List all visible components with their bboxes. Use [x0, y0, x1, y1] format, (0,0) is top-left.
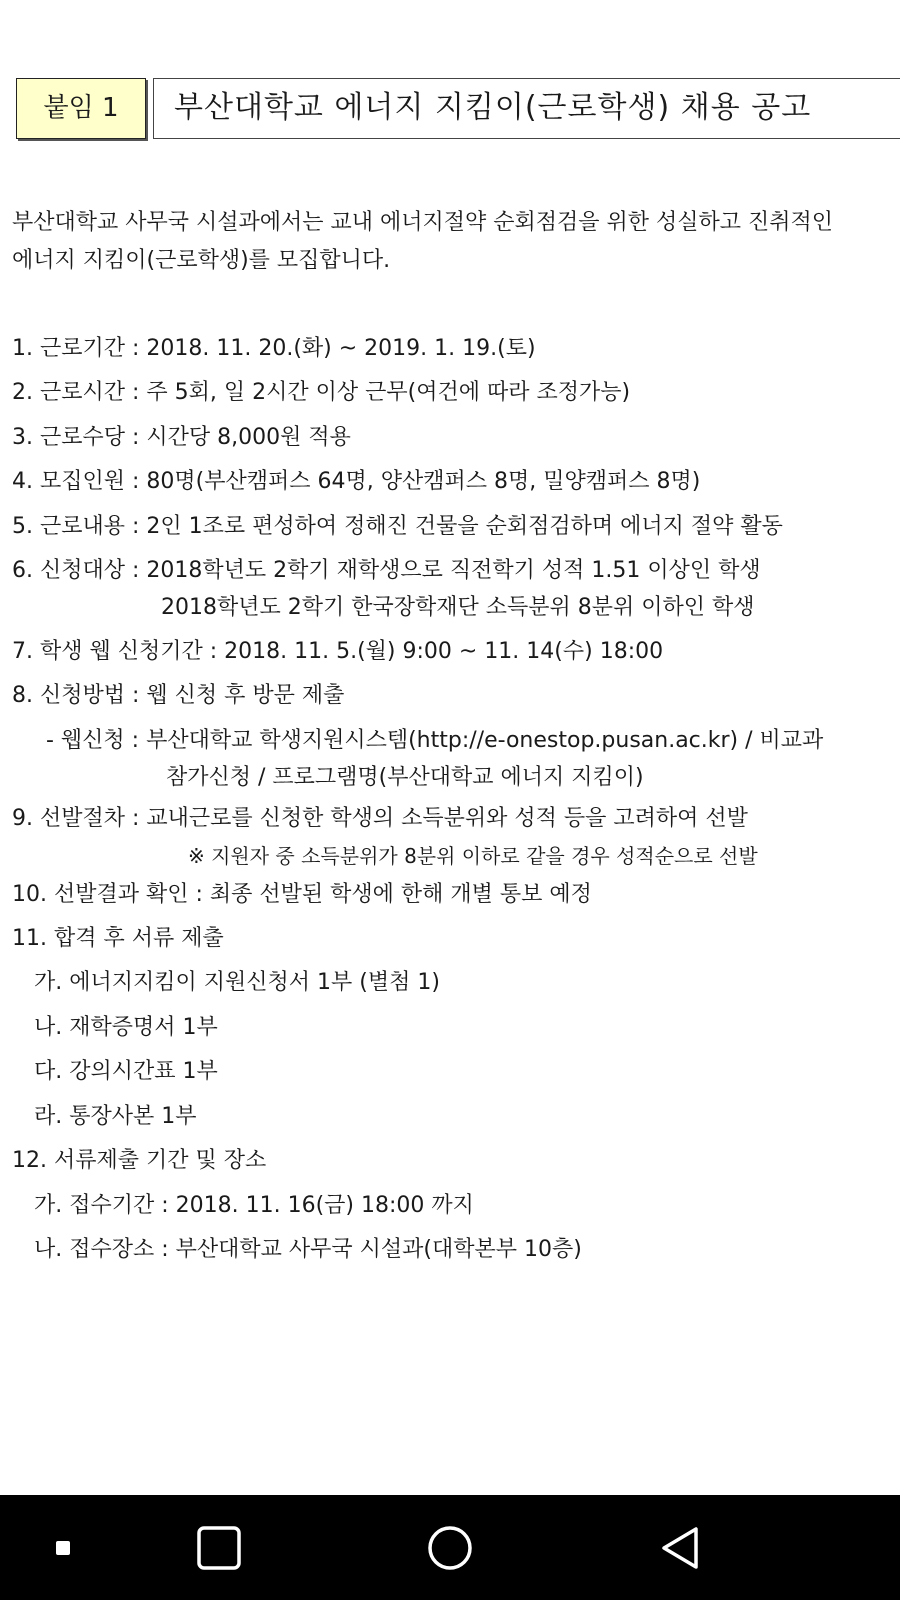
item-apply-period: 7. 학생 웹 신청기간 : 2018. 11. 5.(월) 9:00 ~ 11. 14(수) 18:00	[12, 639, 664, 664]
item-apply-method: 8. 신청방법 : 웹 신청 후 방문 제출	[12, 683, 345, 708]
item-work-hours: 2. 근로시간 : 주 5회, 일 2시간 이상 근무(여건에 따라 조정가능)	[12, 380, 631, 405]
item-web-apply: - 웹신청 : 부산대학교 학생지원시스템(http://e-onestop.pusan.ac.kr) / 비교과	[46, 728, 824, 753]
item-selection: 9. 선발절차 : 교내근로를 신청한 학생의 소득분위와 성적 등을 고려하여 선발	[12, 806, 748, 831]
item-result: 10. 선발결과 확인 : 최종 선발된 학생에 한해 개별 통보 예정	[12, 882, 592, 907]
intro-paragraph	[12, 204, 900, 280]
item-doc-timetable: 다. 강의시간표 1부	[34, 1059, 218, 1084]
item-work-period: 1. 근로기간 : 2018. 11. 20.(화) ~ 2019. 1. 19.(토)	[12, 336, 536, 361]
page-title: 부산대학교 에너지 지킴이(근로학생) 채용 공고	[153, 78, 900, 139]
item-eligibility-cont: 2018학년도 2학기 한국장학재단 소득분위 8분위 이하인 학생	[161, 595, 755, 620]
item-wage: 3. 근로수당 : 시간당 8,000원 적용	[12, 425, 351, 450]
menu-dot-button[interactable]	[13, 1495, 113, 1600]
item-documents: 11. 합격 후 서류 제출	[12, 926, 224, 951]
item-submit-period: 가. 접수기간 : 2018. 11. 16(금) 18:00 까지	[34, 1193, 474, 1218]
item-web-apply-cont: 참가신청 / 프로그램명(부산대학교 에너지 지킴이)	[166, 765, 644, 790]
item-work-content: 5. 근로내용 : 2인 1조로 편성하여 정해진 건물을 순회점검하며 에너지 절약 활동	[12, 514, 783, 539]
item-submit-place: 나. 접수장소 : 부산대학교 사무국 시설과(대학본부 10층)	[34, 1237, 582, 1262]
item-submission: 12. 서류제출 기간 및 장소	[12, 1148, 267, 1173]
item-doc-application: 가. 에너지지킴이 지원신청서 1부 (별첨 1)	[34, 970, 440, 995]
intro-line: 부산대학교 사무국 시설과에서는 교내 에너지절약 순회점검을 위한 성실하고 진취적인	[12, 210, 834, 235]
back-icon	[656, 1524, 704, 1572]
recent-apps-button[interactable]	[169, 1495, 269, 1600]
menu-dot-icon	[53, 1538, 73, 1558]
attachment-badge: 붙임 1	[16, 78, 146, 139]
home-button[interactable]	[400, 1495, 500, 1600]
navigation-bar	[0, 1495, 900, 1600]
item-doc-bankbook: 라. 통장사본 1부	[34, 1104, 197, 1129]
item-eligibility: 6. 신청대상 : 2018학년도 2학기 재학생으로 직전학기 성적 1.51 이상인 학생	[12, 558, 761, 583]
home-icon	[426, 1524, 474, 1572]
item-selection-note: ※ 지원자 중 소득분위가 8분위 이하로 같을 경우 성적순으로 선발	[188, 844, 758, 868]
back-button[interactable]	[630, 1495, 730, 1600]
recent-apps-icon	[195, 1524, 243, 1572]
item-doc-enrollment: 나. 재학증명서 1부	[34, 1015, 218, 1040]
item-recruit-count: 4. 모집인원 : 80명(부산캠퍼스 64명, 양산캠퍼스 8명, 밀양캠퍼스 8명)	[12, 469, 701, 494]
intro-line: 에너지 지킴이(근로학생)를 모집합니다.	[12, 248, 391, 273]
